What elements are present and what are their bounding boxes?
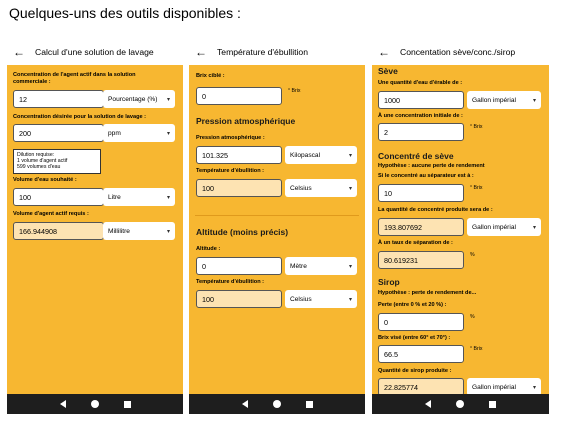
dilution-result-box — [13, 149, 101, 174]
maple-unit-select[interactable] — [467, 91, 541, 109]
screen-title: Calcul d'une solution de lavage — [35, 46, 154, 57]
separator-unit: ° Brix — [470, 185, 483, 191]
app-bar — [189, 38, 365, 65]
temp2-unit-select[interactable] — [285, 290, 357, 308]
altitude-input[interactable]: 0 — [196, 257, 282, 275]
temp2-result-field: 100 — [196, 290, 282, 308]
dilution-line: 599 volumes d'eau — [17, 164, 61, 171]
chevron-down-icon: ▾ — [348, 263, 352, 270]
separator-label: Si le concentré au séparateur est à : — [378, 173, 474, 179]
chevron-down-icon: ▾ — [348, 185, 352, 192]
altitude-unit-select[interactable] — [285, 257, 357, 275]
sap-heading: Sève — [378, 66, 398, 76]
android-nav-bar — [372, 394, 549, 414]
maple-label: Une quantité d'eau d'érable de : — [378, 80, 463, 86]
back-arrow-icon[interactable]: ← — [13, 44, 25, 59]
nav-home-icon[interactable] — [91, 400, 99, 408]
water-unit-value: Litre — [108, 193, 121, 201]
temp2-unit-value: Celsius — [290, 295, 312, 303]
nav-home-icon[interactable] — [273, 400, 281, 408]
app-bar — [372, 38, 549, 65]
chevron-down-icon: ▾ — [166, 228, 170, 235]
altitude-heading: Altitude (moins précis) — [196, 227, 289, 237]
brix-label: Brix ciblé : — [196, 73, 225, 79]
phone-screen-wash-solution — [7, 38, 183, 414]
chevron-down-icon: ▾ — [532, 384, 536, 391]
temp1-result-field: 100 — [196, 179, 282, 197]
chevron-down-icon: ▾ — [166, 194, 170, 201]
water-label: Volume d'eau souhaité : — [13, 177, 77, 183]
screen-title: Concentation sève/conc./sirop — [400, 46, 516, 57]
conc-input[interactable]: 12 — [13, 90, 104, 108]
concentrate-heading: Concentré de sève — [378, 151, 454, 161]
desired-unit-select[interactable] — [103, 124, 175, 142]
brix-target-input[interactable]: 66.5 — [378, 345, 464, 363]
nav-back-icon[interactable] — [242, 400, 248, 408]
screen-title: Température d'ébullition — [217, 46, 308, 57]
loss-input[interactable]: 0 — [378, 313, 464, 331]
initial-unit: ° Brix — [470, 124, 483, 130]
desired-input[interactable]: 200 — [13, 124, 104, 142]
nav-recents-icon[interactable] — [306, 401, 313, 408]
chevron-down-icon: ▾ — [532, 97, 536, 104]
nav-back-icon[interactable] — [425, 400, 431, 408]
rate-result-field: 80.619231 — [378, 251, 464, 269]
chevron-down-icon: ▾ — [166, 96, 170, 103]
initial-input[interactable]: 2 — [378, 123, 464, 141]
nav-back-icon[interactable] — [60, 400, 66, 408]
android-nav-bar — [7, 394, 183, 414]
phone-screen-boiling-temp — [189, 38, 365, 414]
chevron-down-icon: ▾ — [166, 130, 170, 137]
agent-unit-value: Millilitre — [108, 227, 130, 235]
initial-label: À une concentration initiale de : — [378, 113, 463, 119]
desired-label: Concentration désirée pour la solution de lavage : — [13, 114, 147, 120]
dilution-line: 1 volume d'agent actif — [17, 158, 68, 165]
temp1-unit-select[interactable] — [285, 179, 357, 197]
app-bar — [7, 38, 183, 65]
android-nav-bar — [189, 394, 365, 414]
desired-unit-value: ppm — [108, 129, 121, 137]
maple-unit-value: Gallon impérial — [472, 96, 516, 104]
rate-unit: % — [470, 252, 475, 258]
pressure-input[interactable]: 101.325 — [196, 146, 282, 164]
temp1-unit-value: Celsius — [290, 184, 312, 192]
syrup-label: Quantité de sirop produite : — [378, 368, 452, 374]
loss-unit: % — [470, 314, 475, 320]
pressure-unit-value: Kilopascal — [290, 151, 321, 159]
syrup-heading: Sirop — [378, 277, 400, 287]
page-title: Quelques-uns des outils disponibles : — [9, 5, 241, 21]
nav-recents-icon[interactable] — [124, 401, 131, 408]
syrup-result-field: 22.825774 — [378, 378, 464, 396]
agent-result-field: 166.944908 — [13, 222, 104, 240]
temp1-label: Température d'ébullition : — [196, 168, 265, 174]
brix-unit: ° Brix — [288, 88, 301, 94]
back-arrow-icon[interactable]: ← — [378, 44, 390, 59]
separator-input[interactable]: 10 — [378, 184, 464, 202]
altitude-unit-value: Mètre — [290, 262, 307, 270]
produced-unit-select[interactable] — [467, 218, 541, 236]
conc-unit-value: Pourcentage (%) — [108, 95, 158, 103]
produced-result-field: 193.807692 — [378, 218, 464, 236]
back-arrow-icon[interactable]: ← — [195, 44, 207, 59]
section-divider — [195, 215, 359, 216]
pressure-heading: Pression atmosphérique — [196, 116, 296, 126]
pressure-unit-select[interactable] — [285, 146, 357, 164]
agent-label: Volume d'agent actif requis : — [13, 211, 89, 217]
chevron-down-icon: ▾ — [348, 152, 352, 159]
brix-target-unit: ° Brix — [470, 346, 483, 352]
conc-unit-select[interactable] — [103, 90, 175, 108]
water-unit-select[interactable] — [103, 188, 175, 206]
loss-label: Perte (entre 0 % et 20 %) : — [378, 302, 447, 308]
concentrate-hypothesis: Hypothèse : aucune perte de rendement — [378, 163, 485, 169]
brix-target-label: Brix visé (entre 60° et 70°) : — [378, 335, 451, 341]
conc-label: Concentration de l'agent actif dans la solution commerciale : — [13, 72, 136, 85]
agent-unit-select[interactable] — [103, 222, 175, 240]
temp2-label: Température d'ébullition : — [196, 279, 265, 285]
altitude-label: Altitude : — [196, 246, 221, 252]
nav-recents-icon[interactable] — [489, 401, 496, 408]
pressure-label: Pression atmosphérique : — [196, 135, 265, 141]
syrup-unit-value: Gallon impérial — [472, 383, 516, 391]
chevron-down-icon: ▾ — [532, 224, 536, 231]
nav-home-icon[interactable] — [456, 400, 464, 408]
dilution-line: Dilution requise: — [17, 152, 55, 158]
maple-input[interactable]: 1000 — [378, 91, 464, 109]
phone-screen-sap-concentration — [372, 38, 549, 414]
produced-label: La quantité de concentré produite sera de : — [378, 207, 493, 213]
syrup-hypothesis: Hypothèse : perte de rendement de... — [378, 290, 477, 296]
produced-unit-value: Gallon impérial — [472, 223, 516, 231]
chevron-down-icon: ▾ — [348, 296, 352, 303]
water-input[interactable]: 100 — [13, 188, 104, 206]
rate-label: À un taux de séparation de : — [378, 240, 453, 246]
brix-input[interactable]: 0 — [196, 87, 282, 105]
